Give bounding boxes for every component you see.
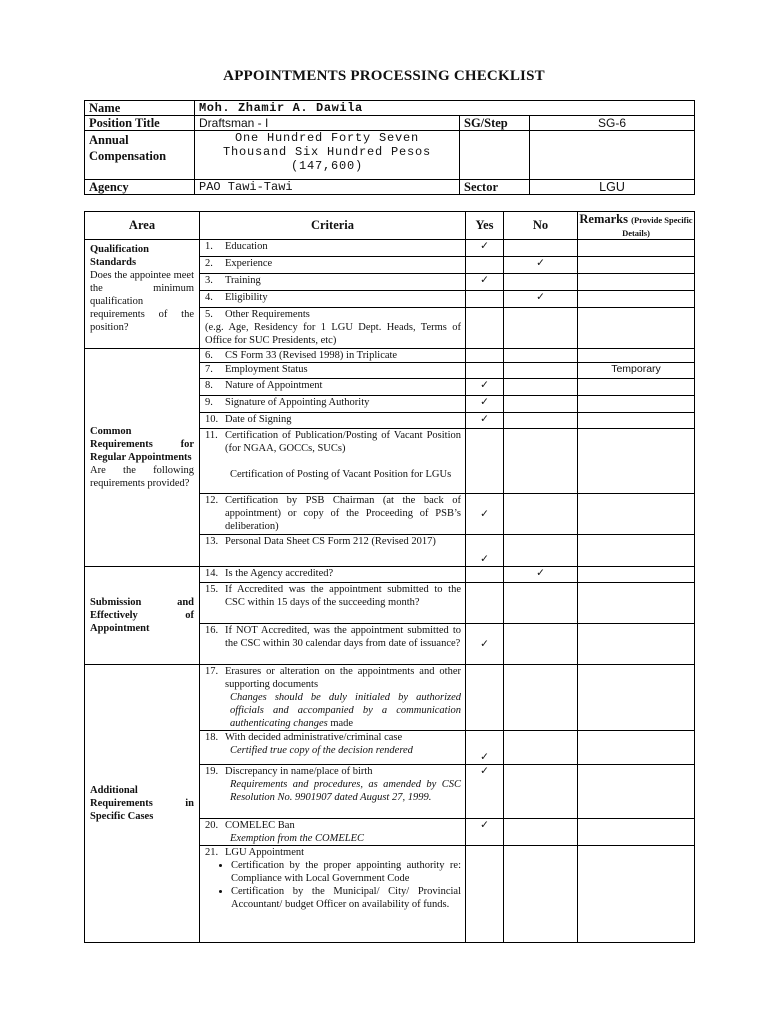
checklist-table [84,211,695,943]
remarks-cell [578,349,695,363]
no-cell [504,240,578,257]
remarks-cell [578,535,695,567]
name-label: Name [85,101,195,116]
yes-cell [466,349,504,363]
no-cell [504,308,578,349]
check-mark-icon: ✓ [480,638,489,650]
criterion-text: Is the Agency accredited? [225,568,334,579]
criterion-number: 21. [205,847,219,858]
annual-compensation-line-3: (147,600) [290,159,363,173]
header-info-table [84,100,695,195]
no-cell [504,583,578,624]
area-title: Qualification Standards [90,244,149,268]
check-mark-icon: ✓ [480,397,489,408]
criterion-number: 10. [205,414,219,425]
no-cell [504,846,578,943]
remarks-cell [578,731,695,765]
table-row [85,349,695,363]
sg-step-value: SG-6 [530,116,695,131]
yes-cell [466,567,504,583]
criterion-number: 13. [205,536,219,547]
remarks-cell [578,396,695,413]
criterion-cell [200,396,466,413]
sg-step-label: SG/Step [460,116,530,131]
criterion-text: Education [225,241,268,252]
checklist-header-row [85,212,695,240]
criterion-italic-note: Changes should be duly initialed by authorized officials and accompanied by a communication authenticating changes [230,692,461,729]
annual-compensation-label-line-1: Annual [89,133,129,147]
yes-cell [466,257,504,274]
annual-compensation-line-2: Thousand Six Hundred Pesos [222,145,432,159]
criterion-text: Personal Data Sheet CS Form 212 (Revised 2017) [225,536,436,547]
criterion-cell [200,379,466,396]
annual-compensation-label-line-2: Compensation [89,149,167,163]
agency-label: Agency [85,180,195,195]
criterion-text: COMELEC Ban [225,820,295,831]
page-title: APPOINTMENTS PROCESSING CHECKLIST [223,68,545,84]
criterion-subtext: Certification of Posting of Vacant Position for LGUs [230,469,452,480]
annual-compensation-label [85,131,195,180]
remarks-header-label: Remarks [579,212,628,226]
criterion-number: 9. [205,397,213,408]
no-cell [504,396,578,413]
check-mark-icon: ✓ [480,820,489,831]
criterion-cell [200,349,466,363]
remarks-cell [578,308,695,349]
remarks-cell [578,765,695,819]
yes-cell [466,846,504,943]
yes-column-header: Yes [466,212,504,240]
yes-cell [466,765,504,819]
criterion-number: 14. [205,568,219,579]
no-column-header: No [504,212,578,240]
area-column-header: Area [85,212,200,240]
position-title-label: Position Title [85,116,195,131]
no-cell [504,274,578,291]
criterion-number: 18. [205,732,219,743]
criterion-text: Erasures or alteration on the appointments and other supporting documents [225,666,461,690]
remarks-cell [578,846,695,943]
criterion-text: Nature of Appointment [225,380,323,391]
criterion-cell [200,308,466,349]
no-cell [504,291,578,308]
annual-compensation-empty-cell [460,131,530,180]
criterion-cell [200,494,466,535]
criterion-text: Experience [225,258,273,269]
criterion-cell [200,567,466,583]
criterion-number: 16. [205,625,219,636]
table-row [85,665,695,731]
remarks-cell [578,665,695,731]
criterion-cell [200,535,466,567]
area-submission [85,567,200,665]
criterion-text: With decided administrative/criminal case [225,732,403,743]
check-mark-icon: ✓ [480,508,489,520]
yes-cell [466,413,504,429]
criterion-italic-note: Certified true copy of the decision rendered [230,745,413,756]
remarks-cell [578,274,695,291]
criterion-cell [200,846,466,943]
no-cell [504,413,578,429]
check-mark-icon: ✓ [480,380,489,391]
criterion-number: 17. [205,666,219,677]
yes-cell [466,240,504,257]
criterion-italic-note: Exemption from the COMELEC [230,833,365,844]
criterion-cell [200,413,466,429]
remarks-value: Temporary [611,363,661,375]
area-title: Submission and Effectively of Appointment [90,597,194,634]
no-cell [504,349,578,363]
criterion-text: If Accredited was the appointment submitted to the CSC within 15 days of the succeeding month? [225,584,461,608]
remarks-cell [578,291,695,308]
criterion-number: 15. [205,584,219,595]
remarks-column-header [578,212,695,240]
remarks-cell [578,379,695,396]
criterion-text: CS Form 33 (Revised 1998) in Triplicate [225,350,398,361]
criterion-cell [200,257,466,274]
remarks-cell [578,240,695,257]
no-cell [504,624,578,665]
yes-cell [466,583,504,624]
criterion-number: 11. [205,430,218,441]
criterion-cell [200,665,466,731]
remarks-cell [578,494,695,535]
area-qualification-standards [85,240,200,349]
criterion-text: Other Requirements [225,309,310,320]
criterion-cell [200,819,466,846]
criterion-bullet-list [205,859,461,911]
yes-cell [466,819,504,846]
criterion-number: 12. [205,495,219,506]
yes-cell [466,429,504,494]
no-cell [504,363,578,379]
no-cell [504,535,578,567]
criterion-number: 5. [205,309,213,320]
yes-cell [466,308,504,349]
yes-cell [466,291,504,308]
criterion-number: 8. [205,380,213,391]
area-title: Common Requirements for Regular Appointments [90,426,194,463]
remarks-cell [578,363,695,379]
no-cell [504,379,578,396]
remarks-cell [578,567,695,583]
criteria-column-header: Criteria [200,212,466,240]
no-cell [504,494,578,535]
criterion-italic-note: Requirements and procedures, as amended by CSC Resolution No. 9901907 dated August 27, 1999. [230,779,461,803]
annual-compensation-empty-cell [530,131,695,180]
criterion-cell [200,731,466,765]
criterion-text: LGU Appointment [225,847,305,858]
yes-cell [466,379,504,396]
yes-cell [466,665,504,731]
yes-cell [466,274,504,291]
no-cell [504,567,578,583]
yes-cell [466,396,504,413]
table-row [85,240,695,257]
yes-cell [466,494,504,535]
criterion-subtext: (e.g. Age, Residency for 1 LGU Dept. Heads, Terms of Office for SUC Presidents, etc) [205,322,461,346]
criterion-number: 3. [205,275,213,286]
annual-compensation-value [195,131,460,180]
criterion-text: Certification by PSB Chairman (at the back of appointment) or copy of the Proceeding of PSB’s deliberation) [225,495,461,532]
check-mark-icon: ✓ [480,554,489,565]
criterion-text: Discrepancy in name/place of birth [225,766,373,777]
criterion-text: If NOT Accredited, was the appointment submitted to the CSC within 30 calendar days from date of issuance? [225,625,461,649]
criterion-cell [200,624,466,665]
criterion-text: Training [225,275,261,286]
yes-cell [466,624,504,665]
check-mark-icon: ✓ [536,292,545,303]
area-title: Additional Requirements in Specific Cases [90,785,194,822]
remarks-header-note: (Provide Specific Details) [622,215,693,238]
check-mark-icon: ✓ [480,241,489,252]
criterion-cell [200,765,466,819]
no-cell [504,765,578,819]
list-item: • Certification by the Municipal/ City/ Provincial Accountant/ budget Officer on availability of funds. [231,885,461,911]
criterion-number: 7. [205,364,213,375]
criterion-text: Certification of Publication/Posting of Vacant Position (for NGAA, GOCCs, SUCs) [225,430,461,454]
criterion-cell [200,291,466,308]
no-cell [504,665,578,731]
remarks-cell [578,583,695,624]
check-mark-icon: ✓ [536,568,545,579]
yes-cell [466,535,504,567]
criterion-cell [200,240,466,257]
table-row [85,567,695,583]
criterion-number: 2. [205,258,213,269]
criterion-cell [200,363,466,379]
area-additional-requirements [85,665,200,943]
sector-label: Sector [460,180,530,195]
position-title-value: Draftsman - I [195,116,460,131]
area-common-requirements [85,349,200,567]
yes-cell [466,363,504,379]
remarks-cell [578,429,695,494]
yes-cell [466,731,504,765]
criterion-note-tail: made [330,718,354,729]
remarks-cell [578,819,695,846]
list-item: • Certification by the proper appointing authority re: Compliance with Local Government Code [231,859,461,885]
criterion-number: 4. [205,292,213,303]
criterion-cell [200,429,466,494]
area-description: Are the following requirements provided? [90,465,194,489]
remarks-cell [578,413,695,429]
criterion-number: 20. [205,820,219,831]
check-mark-icon: ✓ [536,258,545,269]
no-cell [504,429,578,494]
criterion-text: Date of Signing [225,414,292,425]
criterion-number: 1. [205,241,213,252]
no-cell [504,257,578,274]
criterion-text: Employment Status [225,364,308,375]
check-mark-icon: ✓ [480,752,489,763]
criterion-number: 6. [205,350,213,361]
no-cell [504,819,578,846]
criterion-text: Eligibility [225,292,268,303]
criterion-number: 19. [205,766,219,777]
remarks-cell [578,624,695,665]
check-mark-icon: ✓ [480,414,489,425]
criterion-cell [200,274,466,291]
annual-compensation-line-1: One Hundred Forty Seven [234,131,420,145]
check-mark-icon: ✓ [480,275,489,286]
remarks-cell [578,257,695,274]
area-description: Does the appointee meet the minimum qualification requirements of the position? [90,270,194,333]
check-mark-icon: ✓ [480,766,489,777]
name-value: Moh. Zhamir A. Dawila [195,101,695,116]
agency-value: PAO Tawi-Tawi [195,180,460,195]
criterion-text: Signature of Appointing Authority [225,397,370,408]
criterion-cell [200,583,466,624]
sector-value: LGU [530,180,695,195]
no-cell [504,731,578,765]
